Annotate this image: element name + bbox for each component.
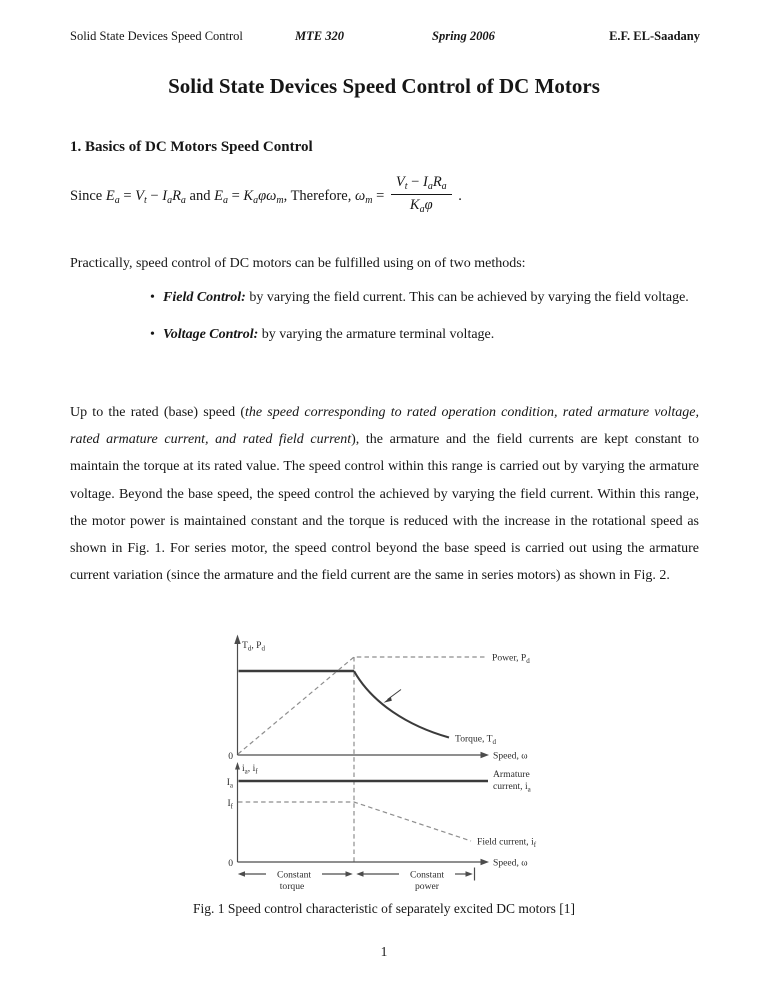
page-header — [70, 29, 700, 47]
field-current-label: Field current, $i_f$ — [477, 836, 537, 850]
curve-pointer-arrow — [384, 690, 402, 703]
body-text-roman: Up to the rated (base) speed ( — [70, 405, 245, 420]
armature-current-label-line2: current, $i_a$ — [493, 781, 531, 794]
bottom-origin-label: 0 — [228, 858, 233, 869]
header-course-title: Solid State Devices Speed Control — [70, 29, 243, 43]
document-title: Solid State Devices Speed Control of DC Motors — [168, 74, 600, 98]
right-arrow-icon — [481, 859, 490, 865]
field-current-tick: $I_f$ — [227, 798, 233, 811]
top-origin-label: 0 — [228, 751, 233, 762]
intro-paragraph: Practically, speed control of DC motors can be fulfilled using on of two methods: — [70, 256, 526, 271]
up-arrow-icon — [234, 635, 240, 645]
constant-power-label-line1: Constant — [409, 869, 445, 881]
page-number: 1 — [380, 944, 388, 959]
figure-1 — [215, 630, 560, 892]
figure-1-chart — [215, 630, 560, 892]
body-text-italic: the speed corresponding to rated operation condition, rated armature voltage, rated armature current, and rated field current — [70, 405, 699, 448]
constant-torque-label-line1: Constant — [276, 869, 312, 881]
bottom-x-axis-label: Speed, ω — [493, 857, 528, 869]
top-y-axis-label: $T_d$, $P_d$ — [242, 640, 266, 653]
body-text-roman: ), the armature and the field currents are kept constant to maintain the torque at its rated value. The speed control within this range is carried out by varying the armature voltage. Beyond the base speed, the speed control the achieved by varying the field current. Within this range, the motor power is maintained constant and the torque is reduced with the increase in the rotational speed as shown in Fig. 1. For series motor, the speed control beyond the base speed is carried out using the armature current variation (since the armature and the field current are the same in series motors) as shown in Fig. 2. — [70, 432, 700, 584]
bullet-label: Field Control: — [163, 290, 246, 305]
bullet-text: by varying the armature terminal voltage. — [258, 326, 495, 342]
armature-current-label-line1: Armature — [493, 769, 530, 780]
bottom-y-axis-label: $i_a$, $i_f$ — [242, 763, 258, 776]
list-item-field-control — [70, 285, 702, 312]
methods-list — [70, 285, 702, 358]
torque-decay-curve — [354, 671, 449, 738]
right-arrow-icon — [481, 752, 490, 758]
top-x-axis-label: Speed, ω — [493, 750, 528, 762]
constant-power-label-line2: power — [415, 881, 439, 892]
bullet-text: by varying the field current. This can be achieved by varying the field voltage. — [245, 290, 689, 305]
constant-torque-label-line2: torque — [279, 881, 305, 892]
bullet-icon: • — [150, 326, 155, 342]
bullet-label: Voltage Control: — [163, 326, 259, 342]
section-heading: 1. Basics of DC Motors Speed Control — [70, 139, 313, 155]
header-author: E.F. EL-Saadany — [609, 29, 700, 43]
bottom-graph-currents — [227, 762, 537, 869]
up-arrow-icon — [235, 762, 240, 770]
power-label: Power, $P_d$ — [492, 652, 530, 666]
bullet-icon: • — [150, 290, 155, 305]
armature-current-tick: $I_a$ — [226, 777, 233, 790]
speed-equation: Since $E_a = V_t - I_aR_a$ and $E_a = K_a\varphi\omega_m$, Therefore, $\omega_m$ = $\frac{V_t - I_aR_a}{K_a\varphi}$ . — [70, 174, 462, 215]
figure-caption: Fig. 1 Speed control characteristic of separately excited DC motors [1] — [192, 901, 575, 916]
region-annotations — [238, 868, 475, 893]
header-course-code: MTE 320 — [295, 29, 344, 43]
top-graph-torque-power — [228, 635, 530, 763]
list-item-voltage-control — [70, 322, 702, 349]
header-term: Spring 2006 — [432, 29, 495, 43]
torque-label: Torque, $T_d$ — [455, 733, 497, 747]
body-paragraph — [70, 399, 699, 589]
